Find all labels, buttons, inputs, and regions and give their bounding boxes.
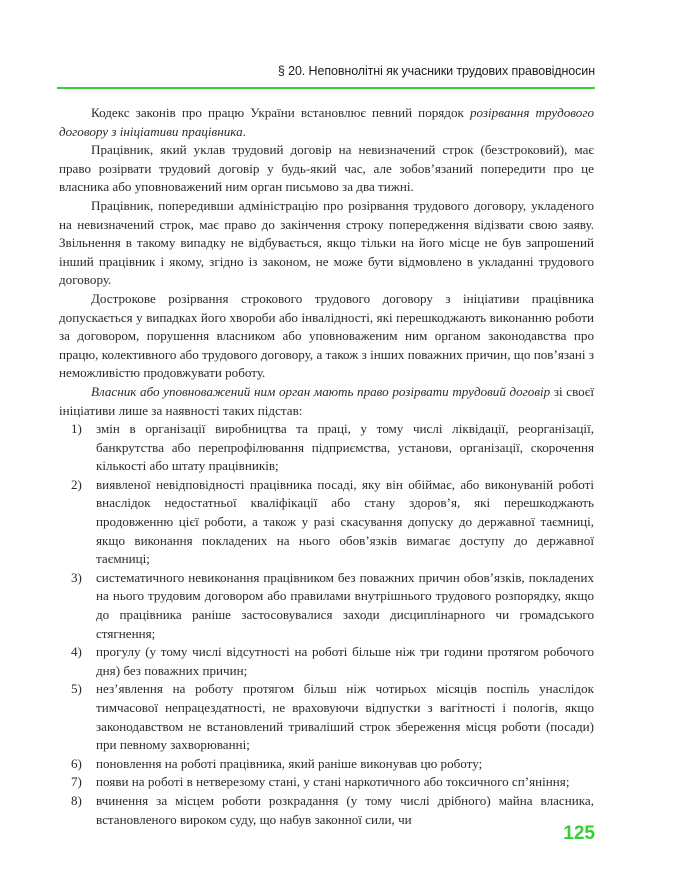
list-item-text: появи на роботі в нетверезому стані, у стані наркотичного або токсичного сп’яніння;: [96, 774, 570, 790]
running-header: [57, 64, 595, 84]
list-item: [59, 569, 594, 643]
grounds-list: [59, 420, 594, 829]
page-body: [59, 104, 594, 829]
list-item-text: змін в організації виробництва та праці, у тому числі ліквідації, реорганізації, банкрутства або перепрофілювання підприємства, установи, організації, скорочення кількості або штату працівників;: [96, 421, 594, 474]
list-item-number: 8): [71, 792, 82, 808]
list-item-text: прогулу (у тому числі відсутності на роботі більше ніж три години протягом робочого дня) без поважних причин;: [96, 644, 594, 678]
list-item-number: 2): [71, 476, 82, 492]
list-item: [59, 643, 594, 680]
list-item: [59, 476, 594, 569]
list-item-text: виявленої невідповідності працівника посаді, яку він обіймає, або виконуваній роботі внаслідок недостатньої кваліфікації або стану здоров’я, які перешкоджають продовженню цієї роботи, а також у разі скасування допуску до державної таємниці, якщо виконання покладених на нього обов’язків вимагає доступу до державної таємниці;: [96, 476, 594, 567]
list-item: [59, 420, 594, 476]
list-item-text: поновлення на роботі працівника, який раніше виконував цю роботу;: [96, 755, 483, 771]
list-item: [59, 680, 594, 754]
header-divider: [57, 87, 595, 89]
list-item-text: систематичного невиконання працівником без поважних причин обов’язків, покладених на нього трудовим договором або правилами внутрішнього трудового розпорядку, якщо до працівника раніше застосовувалися заходи дисциплінарного чи громадського стягнення;: [96, 569, 594, 641]
list-item: [59, 755, 594, 774]
list-item-number: 6): [71, 755, 82, 771]
list-item: [59, 792, 594, 829]
emphasis-employer-right: Власник або уповноважений ним орган мають право розірвати трудовий договір: [91, 383, 551, 399]
paragraph-indefinite-contract: Працівник, який уклав трудовий договір на невизначений строк (безстроковий), має право розірвати трудовий договір у будь-який час, але зобов’язаний попередити про це власника або уповноважений ним орган письмово за два тижні.: [59, 142, 594, 195]
paragraph-employer-right: Власник або уповноважений ним орган мають право розірвати трудовий договір зі своєї ініціативи лише за наявності таких підстав:: [59, 383, 594, 418]
list-item-number: 5): [71, 681, 82, 697]
list-item-text: вчинення за місцем роботи розкрадання (у тому числі дрібного) майна власника, встановленого вироком суду, що набув законної сили, чи: [96, 792, 594, 827]
page-number: 125: [563, 823, 595, 844]
list-item-number: 7): [71, 774, 82, 790]
list-item-number: 1): [71, 421, 82, 437]
list-item-number: 3): [71, 569, 82, 585]
list-item: [59, 773, 594, 792]
emphasis-termination-by-employee: розірвання трудового договору з ініціативи працівника: [59, 105, 595, 139]
paragraph-withdraw-notice: Працівник, попередивши адміністрацію про розірвання трудового договору, укладеного на невизначений строк, має право до закінчення строку попередження відізвати свою заяву. Звільнення в такому випадку не відбувається, якщо тільки на його місце не був запрошений інший працівник і якому, згідно із законом, не може бути відмовлено в укладанні трудового договору.: [59, 197, 594, 288]
section-title: § 20. Неповнолітні як учасники трудових правовідносин: [277, 64, 595, 78]
list-item-number: 4): [71, 644, 82, 660]
paragraph-termination-by-employee: Кодекс законів про працю України встановлює певний порядок розірвання трудового договору з ініціативи працівника.: [59, 105, 595, 139]
list-item-text: нез’явлення на роботу протягом більш ніж чотирьох місяців поспіль унаслідок тимчасової непрацездатності, не враховуючи відпустки з вагітності і пологів, якщо законодавством не встановлений триваліший строк збереження місця роботи (посади) при певному захворюванні;: [96, 681, 594, 753]
paragraph-early-termination: Дострокове розірвання строкового трудового договору з ініціативи працівника допускається у випадках його хвороби або інвалідності, які перешкоджають виконанню роботи за договором, порушення власником або уповноваженим ним органом законодавства про працю, колективного або трудового договору, а також з інших поважних причин, що пов’язані з неможливістю продовжувати роботу.: [59, 290, 594, 381]
